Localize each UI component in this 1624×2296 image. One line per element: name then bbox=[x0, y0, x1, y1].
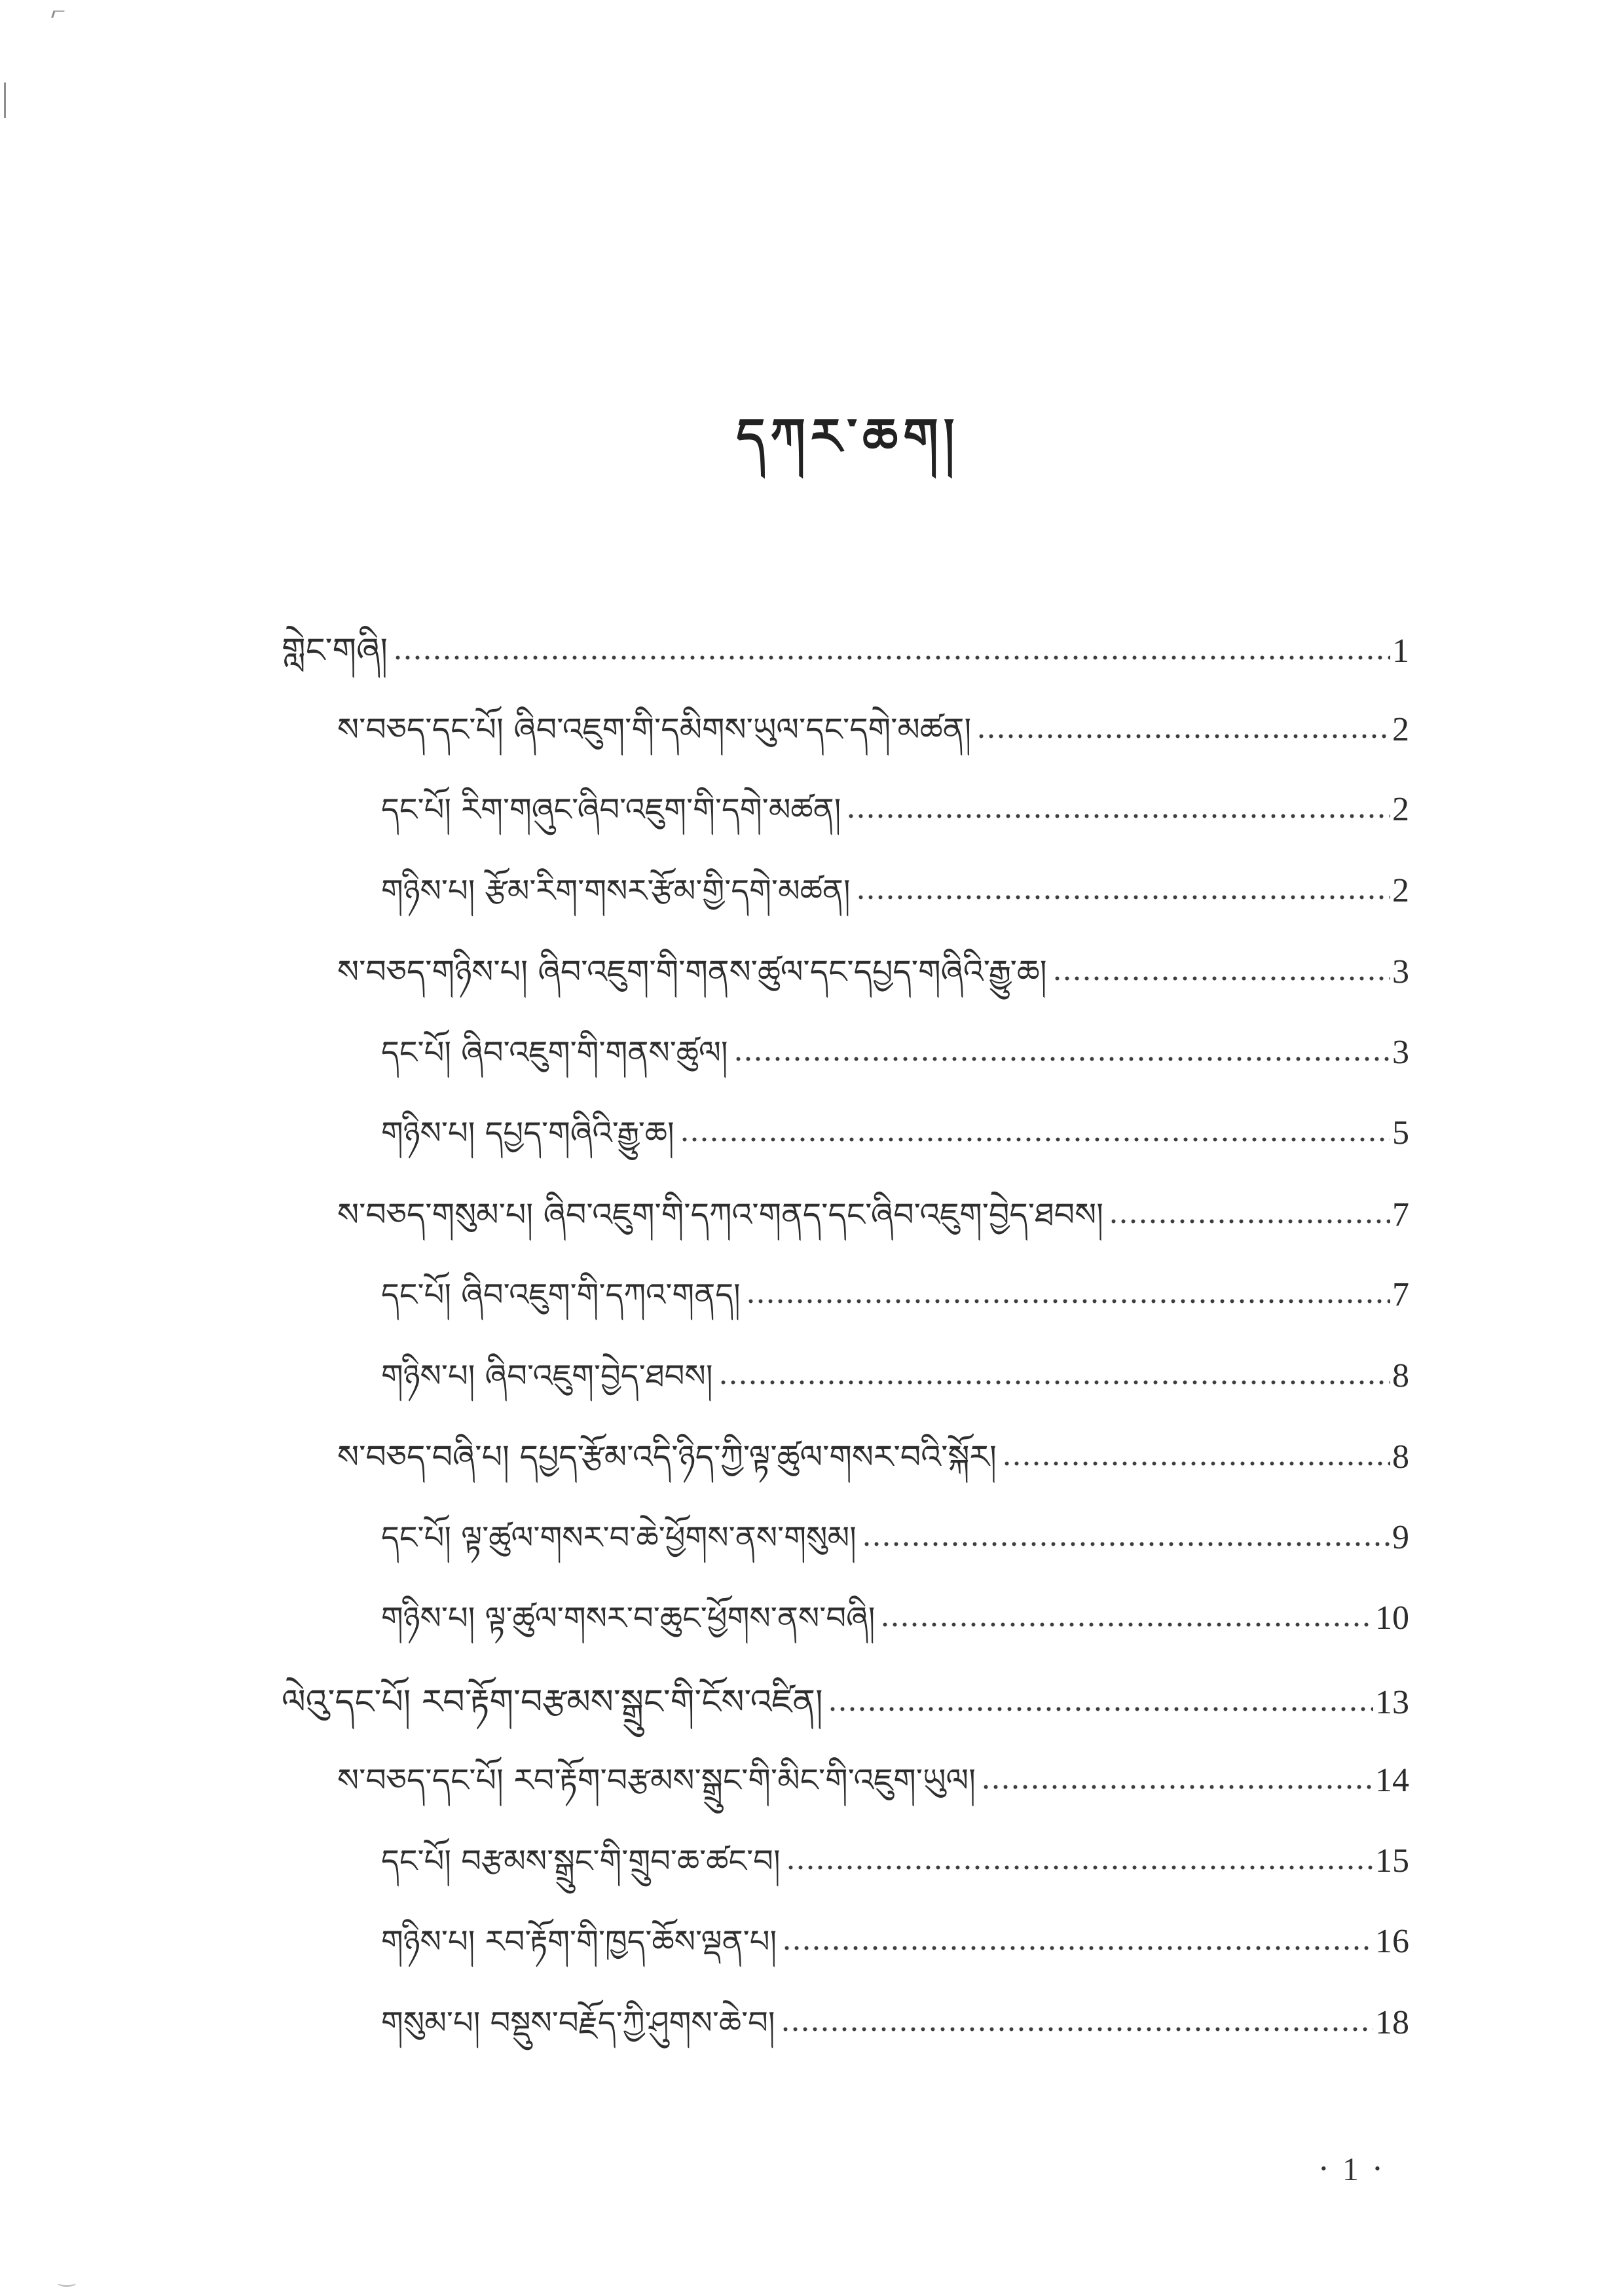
dotted-leader bbox=[1052, 974, 1390, 983]
toc-entry-row bbox=[282, 1583, 1409, 1664]
toc-entry-page: 2 bbox=[1392, 791, 1409, 828]
toc-entry-label: གཉིས་པ། ཞིབ་འཇུག་བྱེད་ཐབས། bbox=[381, 1357, 713, 1394]
scan-artifact-top-left bbox=[51, 10, 65, 18]
page-title: དཀར་ཆག། bbox=[736, 407, 960, 465]
toc-entry-row bbox=[282, 694, 1409, 775]
toc-entry-label: གཉིས་པ། ལྟ་ཚུལ་གསར་བ་ཆུང་ཕྱོགས་ནས་བཞི། bbox=[381, 1600, 876, 1637]
folio-left-dot: • bbox=[1320, 2159, 1327, 2178]
toc-entry-label: ས་བཅད་བཞི་པ། དཔྱད་རྩོམ་འདི་ཉིད་ཀྱི་ལྟ་ཚུལ་གསར་བའི་སྐོར། bbox=[337, 1438, 997, 1476]
dotted-leader bbox=[786, 1863, 1373, 1872]
toc-entry-row bbox=[282, 1988, 1409, 2069]
dotted-leader bbox=[856, 893, 1390, 902]
toc-entry-label: ལེའུ་དང་པོ། རབ་རྟོག་བརྩམས་སྒྲུང་གི་ངོས་འཛིན། bbox=[282, 1682, 823, 1722]
toc-entry-row bbox=[282, 1098, 1409, 1179]
toc-entry-row bbox=[282, 774, 1409, 856]
toc-entry-page: 7 bbox=[1392, 1276, 1409, 1313]
toc-entry-label: གསུམ་པ། བསྡུས་བརྗོད་ཀྱི་ཤུགས་ཆེ་བ། bbox=[381, 2004, 775, 2041]
folio-right-dot: • bbox=[1374, 2159, 1380, 2178]
toc-entry-row bbox=[282, 1421, 1409, 1503]
dotted-leader bbox=[828, 1705, 1373, 1713]
toc-entry-label: ས་བཅད་དང་པོ། ཞིབ་འཇུག་གི་དམིགས་ཡུལ་དང་དགེ་མཚན། bbox=[337, 710, 972, 748]
toc-entry-label: དང་པོ། ལྟ་ཚུལ་གསར་བ་ཆེ་ཕྱོགས་ནས་གསུམ། bbox=[381, 1519, 857, 1556]
toc-entry-row bbox=[282, 856, 1409, 937]
dotted-leader bbox=[746, 1297, 1390, 1305]
dotted-leader bbox=[781, 2025, 1373, 2033]
dotted-leader bbox=[680, 1135, 1390, 1144]
toc-entry-row bbox=[282, 936, 1409, 1017]
toc-entry-page: 8 bbox=[1392, 1357, 1409, 1394]
toc-entry-page: 16 bbox=[1375, 1923, 1409, 1960]
toc-entry-page: 3 bbox=[1392, 953, 1409, 991]
toc-entry-label: དང་པོ། རིག་གཞུང་ཞིབ་འཇུག་གི་དགེ་མཚན། bbox=[381, 792, 841, 828]
toc-entry-page: 15 bbox=[1375, 1842, 1409, 1880]
toc-entry-row bbox=[282, 1341, 1409, 1422]
toc-entry-row bbox=[282, 1179, 1409, 1260]
toc-entry-row bbox=[282, 1260, 1409, 1341]
dotted-leader bbox=[976, 732, 1390, 740]
dotted-leader bbox=[981, 1783, 1373, 1791]
toc-entry-page: 10 bbox=[1375, 1599, 1409, 1637]
folio-page-number: 1 bbox=[1342, 2151, 1359, 2187]
toc-entry-page: 7 bbox=[1392, 1195, 1409, 1233]
toc-entry-page: 3 bbox=[1392, 1033, 1409, 1071]
page-number-footer bbox=[1321, 2153, 1380, 2185]
dotted-leader bbox=[718, 1378, 1391, 1387]
toc-entry-row bbox=[282, 1017, 1409, 1099]
table-of-contents bbox=[282, 613, 1409, 2068]
toc-entry-label: དང་པོ། ཞིབ་འཇུག་གི་དཀའ་གནད། bbox=[381, 1277, 741, 1313]
dotted-leader bbox=[393, 653, 1390, 662]
dotted-leader bbox=[862, 1540, 1390, 1548]
dotted-leader bbox=[782, 1944, 1373, 1952]
toc-entry-row bbox=[282, 1664, 1409, 1745]
dotted-leader bbox=[1002, 1459, 1390, 1468]
scan-artifact-bottom-left bbox=[58, 2280, 76, 2287]
toc-entry-page: 9 bbox=[1392, 1518, 1409, 1556]
toc-entry-row bbox=[282, 1906, 1409, 1988]
dotted-leader bbox=[733, 1055, 1390, 1063]
toc-entry-page: 1 bbox=[1392, 632, 1409, 670]
toc-entry-page: 2 bbox=[1392, 710, 1409, 748]
dotted-leader bbox=[880, 1620, 1373, 1629]
scan-artifact-left-edge bbox=[4, 82, 6, 118]
toc-entry-label: གླེང་གཞི། bbox=[282, 631, 388, 670]
toc-entry-label: ས་བཅད་དང་པོ། རབ་རྟོག་བརྩམས་སྒྲུང་གི་མིང་གི་འཇུག་ཡུལ། bbox=[337, 1762, 976, 1799]
toc-entry-page: 18 bbox=[1375, 2003, 1409, 2041]
toc-entry-row bbox=[282, 1826, 1409, 1907]
dotted-leader bbox=[1109, 1217, 1390, 1226]
toc-entry-row bbox=[282, 1503, 1409, 1584]
toc-entry-label: དང་པོ། བརྩམས་སྒྲུང་གི་གྲུབ་ཆ་ཚང་བ། bbox=[381, 1842, 781, 1880]
toc-entry-label: གཉིས་པ། རྩོམ་རིག་གསར་རྩོམ་གྱི་དགེ་མཚན། bbox=[381, 872, 851, 909]
toc-entry-page: 8 bbox=[1392, 1438, 1409, 1476]
toc-entry-page: 2 bbox=[1392, 871, 1409, 909]
toc-entry-label: དང་པོ། ཞིབ་འཇུག་གི་གནས་ཚུལ། bbox=[381, 1034, 728, 1071]
toc-entry-label: ས་བཅད་གཉིས་པ། ཞིབ་འཇུག་གི་གནས་ཚུལ་དང་དཔྱད་གཞིའི་རྒྱུ་ཆ། bbox=[337, 953, 1047, 991]
toc-entry-page: 13 bbox=[1375, 1683, 1409, 1721]
toc-entry-label: ས་བཅད་གསུམ་པ། ཞིབ་འཇུག་གི་དཀའ་གནད་དང་ཞིབ་འཇུག་བྱེད་ཐབས། bbox=[337, 1195, 1104, 1233]
dotted-leader bbox=[846, 812, 1390, 820]
toc-entry-label: གཉིས་པ། རབ་རྟོག་གི་ཁྱད་ཆོས་ལྡན་པ། bbox=[381, 1923, 777, 1960]
toc-entry-row bbox=[282, 613, 1409, 694]
toc-entry-page: 14 bbox=[1375, 1762, 1409, 1799]
toc-entry-page: 5 bbox=[1392, 1114, 1409, 1152]
toc-entry-label: གཉིས་པ། དཔྱད་གཞིའི་རྒྱུ་ཆ། bbox=[381, 1115, 674, 1152]
toc-entry-row bbox=[282, 1745, 1409, 1826]
